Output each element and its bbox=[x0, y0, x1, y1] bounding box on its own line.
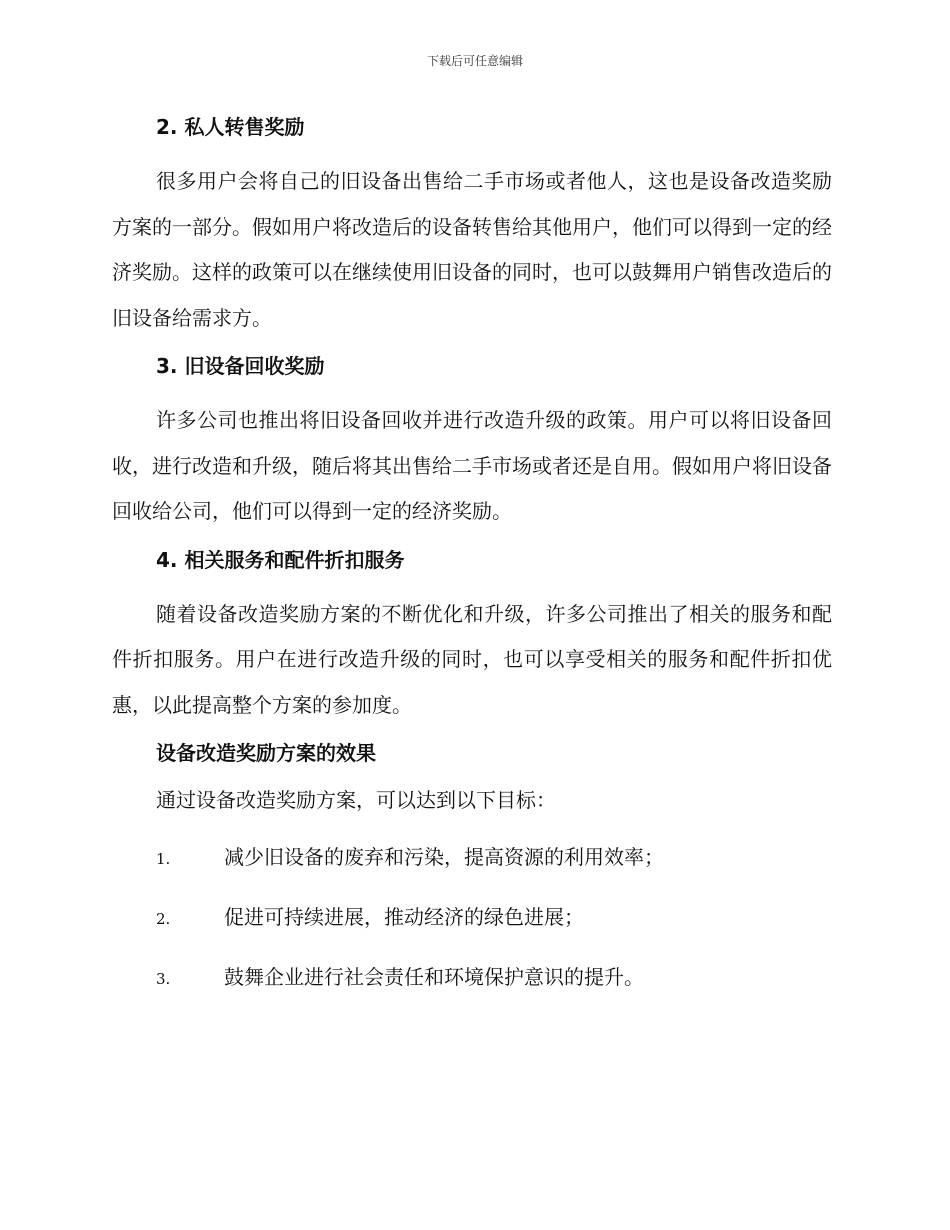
section-heading: 3. 旧设备回收奖励 bbox=[156, 354, 325, 378]
effects-list bbox=[112, 842, 832, 994]
page-header: 下载后可任意编辑 bbox=[426, 54, 523, 68]
section-paragraph: 很多用户会将自己的旧设备出售给二手市场或者他人，这也是设备改造奖励方案的一部分。假如用户将改造后的设备转售给其他用户，他们可以得到一定的经济奖励。这样的政策可以在继续使用旧设备的同时，也可以鼓舞用户销售改造后的旧设备给需求方。 bbox=[112, 169, 832, 330]
effects-intro: 通过设备改造奖励方案，可以达到以下目标： bbox=[156, 788, 556, 812]
list-item-text: 鼓舞企业进行社会责任和环境保护意识的提升。 bbox=[224, 965, 644, 989]
section-recycling bbox=[112, 351, 832, 535]
list-item-text: 促进可持续进展，推动经济的绿色进展； bbox=[224, 905, 584, 929]
list-item-number: 3. bbox=[156, 970, 171, 988]
list-item bbox=[112, 962, 832, 994]
list-item-number: 1. bbox=[156, 850, 171, 868]
list-item bbox=[112, 902, 832, 934]
section-paragraph: 许多公司也推出将旧设备回收并进行改造升级的政策。用户可以将旧设备回收，进行改造和升级，随后将其出售给二手市场或者还是自用。假如用户将旧设备回收给公司，他们可以得到一定的经济奖励。 bbox=[112, 408, 832, 523]
effects-heading: 设备改造奖励方案的效果 bbox=[156, 741, 376, 765]
list-item-text: 减少旧设备的废弃和污染，提高资源的利用效率； bbox=[224, 845, 664, 869]
section-heading: 2. 私人转售奖励 bbox=[156, 115, 305, 139]
section-private-resale bbox=[112, 112, 832, 341]
document-body bbox=[112, 112, 832, 1022]
section-effects bbox=[112, 738, 832, 994]
section-heading: 4. 相关服务和配件折扣服务 bbox=[156, 547, 405, 572]
section-paragraph: 随着设备改造奖励方案的不断优化和升级，许多公司推出了相关的服务和配件折扣服务。用户在进行改造升级的同时，也可以享受相关的服务和配件折扣优惠，以此提高整个方案的参加度。 bbox=[112, 601, 832, 717]
section-services-discount bbox=[112, 545, 832, 729]
list-item-number: 2. bbox=[156, 910, 171, 928]
list-item bbox=[112, 842, 832, 874]
